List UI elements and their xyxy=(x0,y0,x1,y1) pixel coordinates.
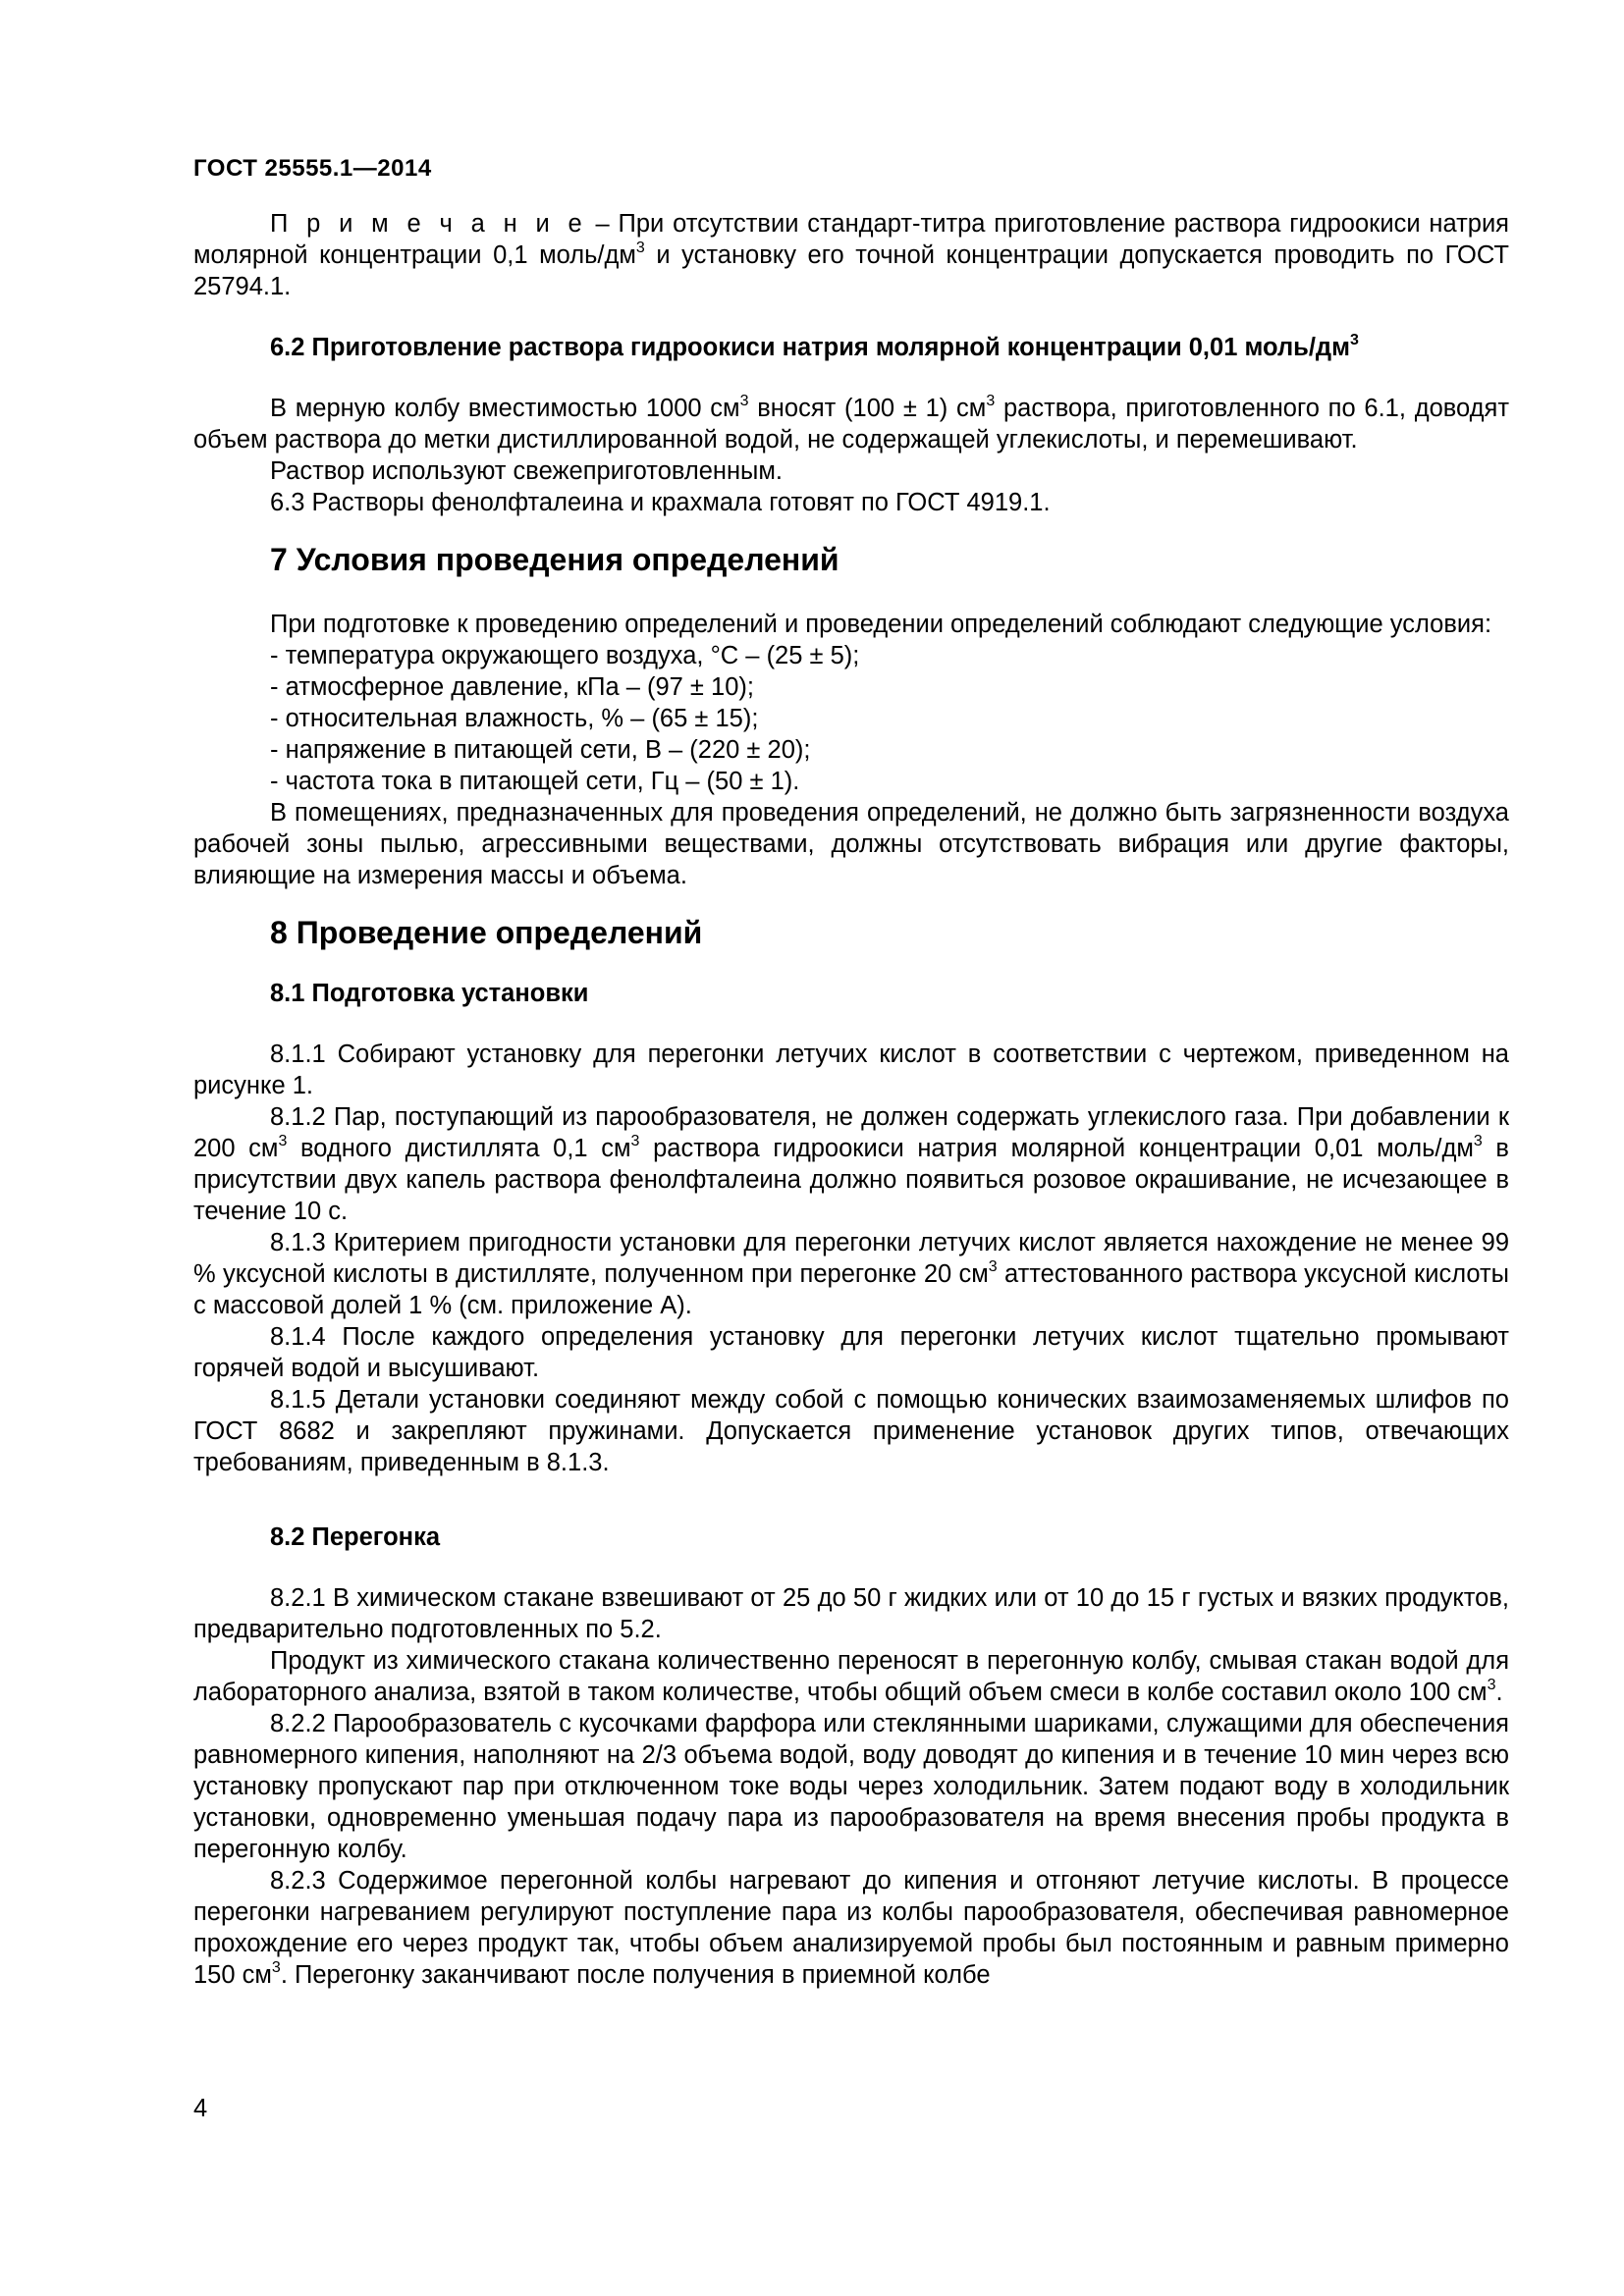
section-heading-8-1: 8.1 Подготовка установки xyxy=(270,980,589,1007)
note-text: и установку его точной концентрации допускается проводить по ГОСТ 25794.1. xyxy=(193,241,1509,300)
paragraph: 8.1.4 После каждого определения установку для перегонки летучих кислот тщательно промывают горячей водой и высушивают. xyxy=(193,1323,1509,1382)
paragraph: 8.2.2 Парообразователь с кусочками фарфора или стеклянными шариками, служащими для обеспечения равномерного кипения, наполняют на 2/3 объема водой, воду доводят до кипения и в течение 10 мин через всю установку пропускают пар при отключенном токе воды через холодильник. Затем подают воду в холодильник установки, одновременно уменьшая подачу пара из парообразователя на время внесения пробы продукта в перегонную колбу. xyxy=(193,1710,1509,1863)
paragraph: 8.1.2 Пар, поступающий из парообразователя, не должен содержать углекислого газа. При добавлении к 200 $см^3$ водного дистиллята 0,1 $см^3$ раствора гидроокиси натрия молярной концентрации 0,01 моль/$дм^3$ в присутствии двух капель раствора фенолфталеина должно появиться розовое окрашивание, не исчезающее в течение 10 с. xyxy=(193,1103,1509,1225)
list-item: - относительная влажность, % – (65 ± 15); xyxy=(270,705,759,732)
page-header: ГОСТ 25555.1—2014 xyxy=(193,155,432,182)
section-heading-8-2: 8.2 Перегонка xyxy=(270,1523,441,1551)
paragraph: Продукт из химического стакана количественно переносят в перегонную колбу, смывая стакан водой для лабораторного анализа, взятой в таком количестве, чтобы общий объем смеси в колбе составил около 100 $см^3$. xyxy=(193,1647,1509,1706)
superscript: 3 xyxy=(1473,1133,1483,1149)
list-item: - частота тока в питающей сети, Гц – (50 ± 1). xyxy=(270,768,800,795)
superscript: 3 xyxy=(986,393,996,409)
superscript: 3 xyxy=(1349,332,1359,348)
superscript: 3 xyxy=(630,1133,640,1149)
section-heading-8: 8 Проведение определений xyxy=(270,915,703,950)
paragraph: 8.1.1 Собирают установку для перегонки летучих кислот в соответствии с чертежом, приведенном на рисунке 1. xyxy=(193,1041,1509,1099)
note-text: – При отсутствии стандарт-титра приготовление раствора гидроокиси натрия молярной концентрации 0,1 моль/дм xyxy=(193,210,1509,269)
paragraph: 8.2.3 Содержимое перегонной колбы нагревают до кипения и отгоняют летучие кислоты. В процессе перегонки нагреванием регулируют поступление пара из колбы парообразователя, обеспечивая равномерное прохождение его через продукт так, чтобы объем анализируемой пробы был постоянным и равным примерно 150 $см^3$. Перегонку заканчивают после получения в приемной колбе xyxy=(193,1867,1509,1989)
document-body xyxy=(193,208,1509,1991)
paragraph: В мерную колбу вместимостью 1000 $см^3$ вносят (100 ± 1) $см^3$ раствора, приготовленного по 6.1, доводят объем раствора до метки дистиллированной водой, не содержащей углекислоты, и перемешивают. xyxy=(193,393,1509,454)
paragraph: 8.1.5 Детали установки соединяют между собой с помощью конических взаимозаменяемых шлифов по ГОСТ 8682 и закрепляют пружинами. Допускается применение установок других типов, отвечающих требованиям, приведенным в 8.1.3. xyxy=(193,1386,1509,1476)
list-item: - температура окружающего воздуха, °С – (25 ± 5); xyxy=(270,642,860,669)
paragraph: В помещениях, предназначенных для проведения определений, не должно быть загрязненности воздуха рабочей зоны пылью, агрессивными веществами, должны отсутствовать вибрация или другие факторы, влияющие на измерения массы и объема. xyxy=(193,799,1509,889)
paragraph: 6.3 Растворы фенолфталеина и крахмала готовят по ГОСТ 4919.1. xyxy=(270,489,1051,516)
list-item: - атмосферное давление, кПа – (97 ± 10); xyxy=(270,673,754,701)
superscript: 3 xyxy=(278,1133,288,1149)
superscript: 3 xyxy=(1487,1677,1496,1693)
superscript: 3 xyxy=(271,1959,281,1976)
paragraph: 8.1.3 Критерием пригодности установки для перегонки летучих кислот является нахождение не менее 99 % уксусной кислоты в дистилляте, полученном при перегонке 20 $см^3$ аттестованного раствора уксусной кислоты с массовой долей 1 % (см. приложение А). xyxy=(193,1229,1509,1319)
superscript: 3 xyxy=(739,393,749,409)
paragraph: При подготовке к проведению определений и проведении определений соблюдают следующие условия: xyxy=(270,611,1492,638)
page-number: 4 xyxy=(193,2095,208,2122)
list-item: - напряжение в питающей сети, В – (220 ± 20); xyxy=(270,736,811,764)
note-paragraph xyxy=(193,208,1509,302)
note-label: П р и м е ч а н и е xyxy=(270,210,587,238)
paragraph: 8.2.1 В химическом стакане взвешивают от 25 до 50 г жидких или от 10 до 15 г густых и вязких продуктов, предварительно подготовленных по 5.2. xyxy=(193,1584,1509,1643)
section-heading-6-2: 6.2 Приготовление раствора гидроокиси натрия молярной концентрации 0,01 моль/$дм^3$ xyxy=(270,332,1359,361)
superscript: 3 xyxy=(988,1258,998,1275)
paragraph: Раствор используют свежеприготовленным. xyxy=(270,457,784,485)
section-heading-7: 7 Условия проведения определений xyxy=(270,542,839,577)
superscript: 3 xyxy=(635,240,645,256)
